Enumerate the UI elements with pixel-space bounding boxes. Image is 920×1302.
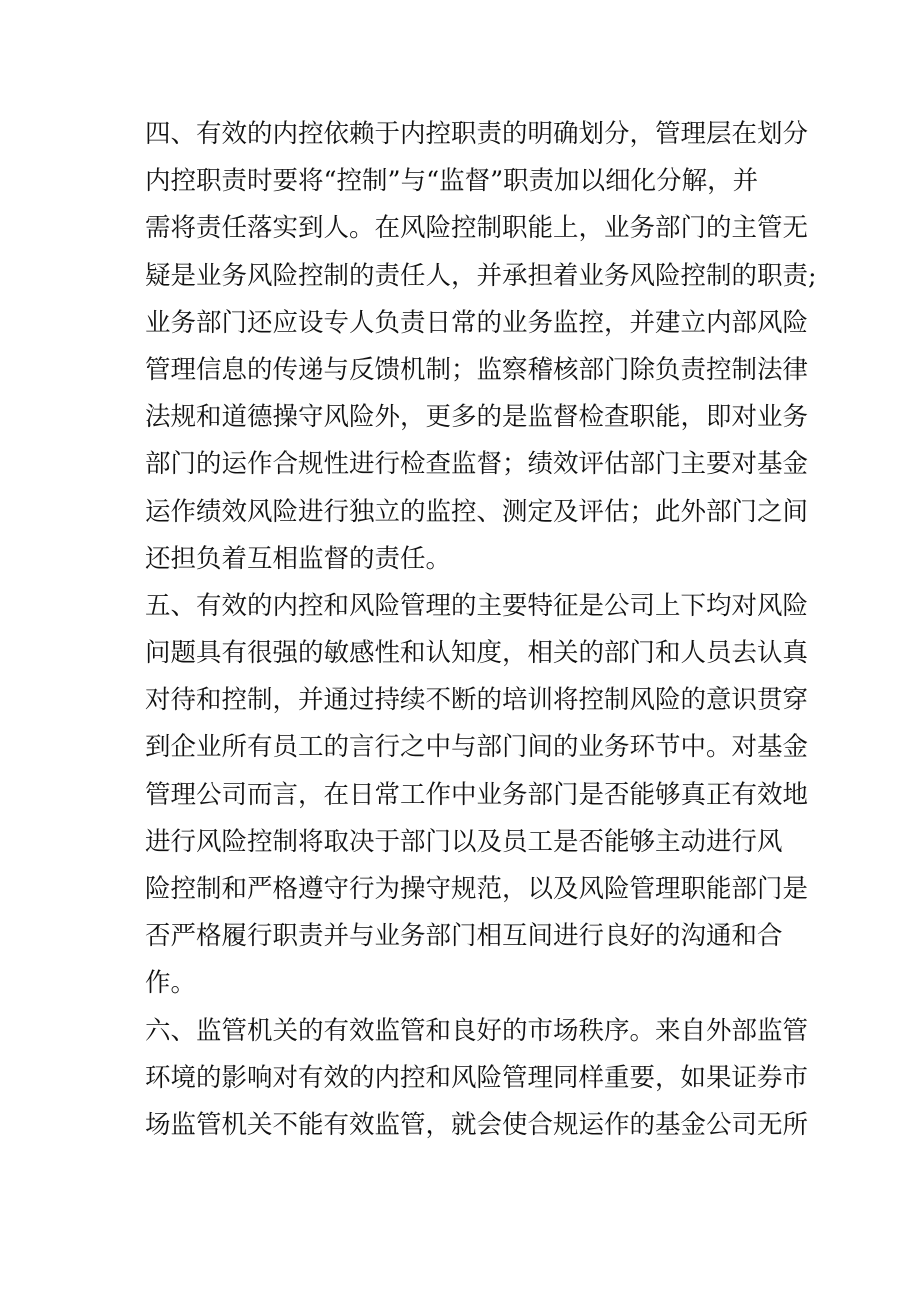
text-line: 疑是业务风险控制的责任人，并承担着业务风险控制的职责;: [145, 260, 817, 291]
text-line: 六、监管机关的有效监管和良好的市场秩序。来自外部监管: [145, 1015, 809, 1046]
text-line: 对待和控制，并通过持续不断的培训将控制风险的意识贯穿: [145, 685, 809, 716]
text-line: 作。: [145, 968, 197, 999]
text-line: 内控职责时要将“控制”与“监督”职责加以细化分解，并: [145, 166, 759, 197]
text-line: 需将责任落实到人。在风险控制职能上，业务部门的主管无: [145, 213, 809, 244]
text-line: 四、有效的内控依赖于内控职责的明确划分，管理层在划分: [145, 119, 809, 149]
text-line: 否严格履行职责并与业务部门相互间进行良好的沟通和合: [145, 921, 783, 952]
text-line: 到企业所有员工的言行之中与部门间的业务环节中。对基金: [145, 732, 809, 763]
text-line: 险控制和严格遵守行为操守规范，以及风险管理职能部门是: [145, 874, 809, 904]
body-text: [145, 111, 817, 1149]
text-line: 场监管机关不能有效监管，就会使合规运作的基金公司无所: [145, 1109, 809, 1140]
text-line: 运作绩效风险进行独立的监控、测定及评估；此外部门之间: [145, 496, 809, 527]
text-line: 业务部门还应设专人负责日常的业务监控，并建立内部风险: [145, 307, 809, 338]
text-line: 部门的运作合规性进行检查监督；绩效评估部门主要对基金: [145, 449, 809, 480]
text-line: 五、有效的内控和风险管理的主要特征是公司上下均对风险: [145, 590, 809, 621]
text-line: 管理公司而言，在日常工作中业务部门是否能够真正有效地: [145, 779, 809, 810]
text-line: 法规和道德操守风险外，更多的是监督检查职能，即对业务: [145, 402, 809, 433]
text-line: 环境的影响对有效的内控和风险管理同样重要，如果证券市: [145, 1062, 809, 1093]
text-line: 进行风险控制将取决于部门以及员工是否能够主动进行风: [145, 826, 783, 857]
text-line: 问题具有很强的敏感性和认知度，相关的部门和人员去认真: [145, 638, 809, 669]
text-line: 管理信息的传递与反馈机制；监察稽核部门除负责控制法律: [145, 354, 809, 385]
text-line: 还担负着互相监督的责任。: [145, 543, 452, 574]
